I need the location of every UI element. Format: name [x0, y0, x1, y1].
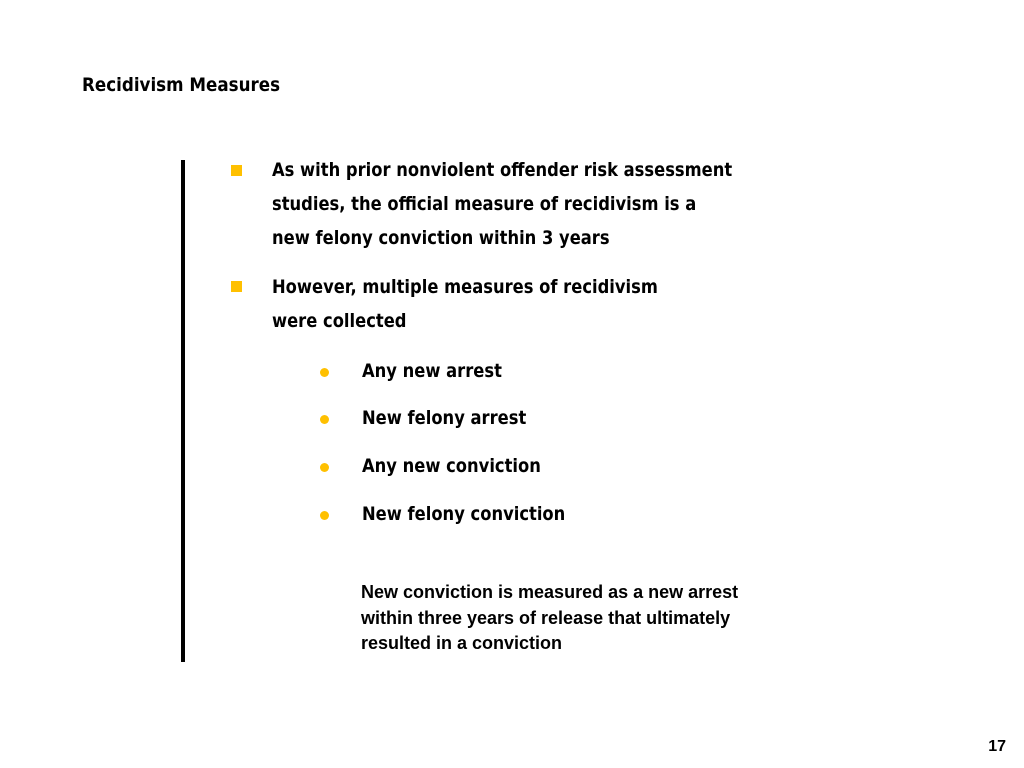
- page-number: 17: [988, 738, 1006, 755]
- bullet-item: [272, 153, 732, 255]
- dot-bullet-icon: [320, 511, 329, 520]
- footnote-line: resulted in a conviction: [361, 633, 563, 653]
- dot-bullet-icon: [320, 415, 329, 424]
- square-bullet-icon: [231, 165, 242, 176]
- sub-bullet-item: Any new conviction: [362, 455, 541, 477]
- bullet-line: studies, the official measure of recidivism is a: [272, 193, 697, 215]
- dot-bullet-icon: [320, 368, 329, 377]
- footnote: [361, 580, 738, 657]
- vertical-divider: [181, 160, 185, 662]
- dot-bullet-icon: [320, 463, 329, 472]
- bullet-line: As with prior nonviolent offender risk assessment: [272, 159, 733, 181]
- bullet-line: new felony conviction within 3 years: [272, 227, 610, 249]
- square-bullet-icon: [231, 281, 242, 292]
- footnote-line: New conviction is measured as a new arrest: [361, 582, 739, 602]
- bullet-item: [272, 270, 658, 338]
- sub-bullet-item: Any new arrest: [362, 360, 502, 382]
- slide-title: Recidivism Measures: [82, 74, 281, 96]
- bullet-line: However, multiple measures of recidivism: [272, 276, 658, 298]
- sub-bullet-item: New felony arrest: [362, 407, 527, 429]
- sub-bullet-item: New felony conviction: [362, 503, 566, 525]
- bullet-line: were collected: [272, 310, 407, 332]
- footnote-line: within three years of release that ultimately: [361, 607, 731, 628]
